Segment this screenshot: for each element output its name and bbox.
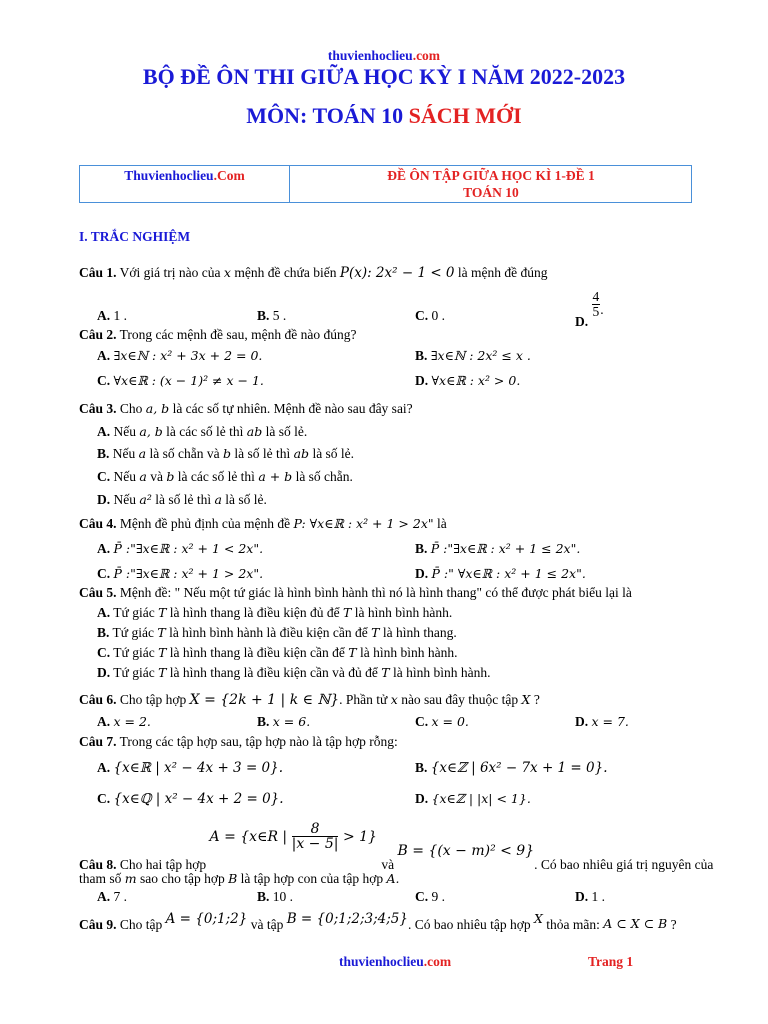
q3-vars: a, b: [145, 401, 170, 416]
q8-expr-A-num: 8: [292, 822, 339, 837]
q8-expr-A-fraction: [292, 822, 339, 851]
q3-c-t1: Nếu: [113, 469, 136, 484]
q5-a-letter: A.: [97, 605, 111, 620]
q1-text-b: mệnh đề chứa biến: [234, 265, 337, 280]
q6-var-x: x: [390, 692, 398, 707]
q6-a-text: x = 2.: [113, 714, 151, 729]
q5-text: Mệnh đề: " Nếu một tứ giác là hình bình hành thì nó là hình thang" có thể được phát biểu lại là: [119, 585, 632, 600]
q3-b-t7: là số lẻ.: [312, 446, 355, 461]
q1-d-letter: D.: [575, 313, 589, 329]
q3-b-letter: B.: [97, 446, 110, 461]
q4-d-letter: D.: [415, 566, 429, 581]
q4-c-letter: C.: [97, 566, 111, 581]
q5-label: Câu 5.: [79, 585, 117, 600]
q8-line-2: [79, 871, 400, 887]
info-exam-cell: [291, 166, 691, 201]
q3-text-a: Cho: [119, 401, 143, 416]
top-site-name[interactable]: [0, 48, 768, 64]
q1-d-fraction: [592, 289, 604, 319]
q6-var-X: X: [521, 692, 531, 707]
q8-var-m: m: [124, 871, 137, 886]
q5-b-t3: là hình thang.: [382, 625, 457, 640]
footer-site-main: thuvienhoclieu: [339, 954, 424, 969]
q7-d-text: {x∈ℤ | |x| < 1}.: [431, 791, 531, 806]
q4-option-c[interactable]: [97, 566, 263, 582]
q5-c-var2: T: [348, 645, 357, 660]
q9-expr-rel: A ⊂ X ⊂ B: [603, 916, 668, 931]
q8-expr-A-den: |x − 5|: [291, 836, 339, 852]
q6-expr: X = {2k + 1 | k ∈ ℕ}: [189, 692, 340, 708]
q5-b-var2: T: [371, 625, 380, 640]
exam-info-box: [79, 165, 692, 203]
q8-line2-b: sao cho tập hợp: [139, 871, 225, 886]
exam-subject: TOÁN 10: [463, 185, 519, 200]
q1-option-d[interactable]: [575, 289, 604, 329]
q5-option-b[interactable]: [97, 625, 457, 641]
q6-d-text: x = 7.: [591, 714, 629, 729]
q1-option-b[interactable]: [257, 308, 286, 324]
q7-option-d[interactable]: [415, 791, 531, 807]
q8-a-letter: A.: [97, 889, 111, 904]
q5-d-letter: D.: [97, 665, 111, 680]
question-4: [79, 516, 447, 532]
q2-d-text: ∀x∈ℝ : x² > 0.: [431, 373, 521, 388]
q1-text-a: Với giá trị nào của: [119, 265, 221, 280]
q7-text: Trong các tập hợp sau, tập hợp nào là tập hợp rỗng:: [119, 734, 398, 749]
question-8: [79, 816, 714, 872]
q5-a-t1: Tứ giác: [113, 605, 155, 620]
q5-c-t3: là hình bình hành.: [359, 645, 458, 660]
q2-a-text: ∃x∈ℕ : x² + 3x + 2 = 0.: [113, 348, 263, 363]
title-line-2-blue: MÔN: TOÁN 10: [246, 103, 404, 128]
q8-expr-A-left: A = {x∈R |: [209, 828, 288, 845]
q5-c-t2: là hình thang là điều kiện cần để: [169, 645, 345, 660]
q4-text-a: Mệnh đề phủ định của mệnh đề: [119, 516, 291, 531]
q7-d-letter: D.: [415, 791, 429, 806]
q5-d-t2: là hình thang là điều kiện cần và đủ để: [169, 665, 378, 680]
q5-option-a[interactable]: [97, 605, 452, 621]
q9-text-a: Cho tập: [119, 917, 163, 932]
q5-a-t2: là hình thang là điều kiện đủ để: [169, 605, 340, 620]
q5-b-t2: là hình bình hành là điều kiện cần để: [169, 625, 368, 640]
q8-c-text: 9 .: [431, 889, 445, 904]
q3-option-a[interactable]: [97, 424, 307, 440]
q3-b-t2: a: [138, 446, 147, 461]
q8-b-letter: B.: [257, 889, 270, 904]
q6-option-a[interactable]: [97, 714, 151, 730]
q4-option-a[interactable]: [97, 541, 263, 557]
q3-text-b: là các số tự nhiên. Mệnh đề nào sau đây sai?: [172, 401, 413, 416]
q2-option-b[interactable]: [415, 348, 531, 364]
q3-c-t4: b: [166, 469, 175, 484]
q3-d-t2: a²: [139, 492, 152, 507]
title-line-2: [0, 103, 768, 129]
q3-c-letter: C.: [97, 469, 111, 484]
q5-b-var1: T: [157, 625, 166, 640]
footer-site-com: .com: [423, 954, 452, 969]
q8-option-d[interactable]: [575, 889, 605, 905]
q8-c-letter: C.: [415, 889, 429, 904]
q8-var-A: A.: [386, 871, 400, 886]
q8-text-a: Cho hai tập hợp: [119, 856, 207, 872]
q5-c-var1: T: [158, 645, 167, 660]
q3-d-t4: a: [214, 492, 222, 507]
q2-text: Trong các mệnh đề sau, mệnh đề nào đúng?: [119, 327, 357, 342]
q4-option-d[interactable]: [415, 566, 586, 582]
q5-d-var2: T: [381, 665, 390, 680]
section-title: I. TRẮC NGHIỆM: [79, 229, 191, 244]
q1-d-num: 4: [592, 289, 600, 304]
q6-a-letter: A.: [97, 714, 111, 729]
q7-option-b[interactable]: [415, 760, 608, 776]
q6-option-c[interactable]: [415, 714, 469, 730]
q3-a-t4: ab: [246, 424, 263, 439]
footer-site-name[interactable]: [339, 954, 451, 970]
q9-var-X: X: [533, 911, 543, 926]
q1-c-text: 0 .: [431, 308, 445, 323]
question-9: [79, 911, 677, 932]
q3-option-c[interactable]: [97, 469, 353, 485]
q3-b-t4: b: [222, 446, 231, 461]
q3-a-t3: là các số lẻ thì: [166, 424, 244, 439]
q7-b-letter: B.: [415, 760, 428, 775]
q8-expr-B: B = {(x − m)² < 9}: [397, 842, 535, 859]
q8-expr-A: [209, 821, 382, 852]
q6-c-text: x = 0.: [431, 714, 469, 729]
q1-text-c: là mệnh đề đúng: [457, 265, 548, 280]
q8-option-b[interactable]: [257, 889, 293, 905]
title-line-1: BỘ ĐỀ ÔN THI GIỮA HỌC KỲ I NĂM 2022-2023: [142, 64, 626, 89]
q5-c-letter: C.: [97, 645, 111, 660]
q6-c-letter: C.: [415, 714, 429, 729]
q5-a-t3: là hình bình hành.: [354, 605, 453, 620]
q3-a-t2: a, b: [139, 424, 163, 439]
q6-label: Câu 6.: [79, 692, 117, 707]
question-5: [79, 585, 632, 601]
q6-option-b[interactable]: [257, 714, 310, 730]
q3-b-t1: Nếu: [112, 446, 136, 461]
q2-c-letter: C.: [97, 373, 111, 388]
q6-text-c: nào sau đây thuộc tập: [401, 692, 519, 707]
q5-b-t1: Tứ giác: [112, 625, 154, 640]
exam-title: ĐỀ ÔN TẬP GIỮA HỌC KÌ 1-ĐỀ 1: [387, 168, 595, 183]
q3-option-b[interactable]: [97, 446, 354, 462]
q5-d-t3: là hình bình hành.: [392, 665, 491, 680]
q1-expr: P(x): 2x² − 1 < 0: [339, 265, 455, 281]
q1-var: x: [223, 265, 231, 280]
q3-d-letter: D.: [97, 492, 111, 507]
q5-c-t1: Tứ giác: [113, 645, 155, 660]
q4-b-letter: B.: [415, 541, 428, 556]
q1-a-letter: A.: [97, 308, 111, 323]
q8-a-text: 7 .: [113, 889, 127, 904]
question-3: [79, 401, 413, 417]
question-1: [79, 265, 548, 281]
q2-a-letter: A.: [97, 348, 111, 363]
q3-a-letter: A.: [97, 424, 111, 439]
q1-label: Câu 1.: [79, 265, 117, 280]
q3-c-t3: và: [150, 469, 163, 484]
q6-b-letter: B.: [257, 714, 270, 729]
q1-b-letter: B.: [257, 308, 270, 323]
q8-line2-c: là tập hợp con của tập hợp: [240, 871, 384, 886]
q8-label: Câu 8.: [79, 856, 117, 872]
top-site-name-main: thuvienhoclieu: [327, 48, 413, 63]
q2-label: Câu 2.: [79, 327, 117, 342]
q7-c-text: {x∈ℚ | x² − 4x + 2 = 0}.: [113, 791, 284, 807]
q1-b-text: 5 .: [272, 308, 287, 323]
q1-d-den: 5: [592, 304, 600, 319]
q3-a-t1: Nếu: [113, 424, 136, 439]
q6-text-a: Cho tập hợp: [119, 692, 187, 707]
q4-c-text: P̄ :"∃x∈ℝ : x² + 1 > 2x".: [113, 566, 264, 581]
q5-option-d[interactable]: [97, 665, 490, 681]
q8-d-text: 1 .: [591, 889, 605, 904]
q2-b-text: ∃x∈ℕ : 2x² ≤ x .: [430, 348, 531, 363]
q5-d-t1: Tứ giác: [113, 665, 155, 680]
q8-text-and: và: [381, 856, 395, 872]
q4-a-text: P̄ :"∃x∈ℝ : x² + 1 < 2x".: [113, 541, 264, 556]
top-site-name-com: .com: [412, 48, 441, 63]
q8-option-c[interactable]: [415, 889, 445, 905]
q1-a-text: 1 .: [113, 308, 127, 323]
q6-text-d: ?: [533, 692, 540, 707]
q3-d-t3: là số lẻ thì: [155, 492, 212, 507]
q5-d-var1: T: [158, 665, 167, 680]
q5-b-letter: B.: [97, 625, 110, 640]
q8-d-letter: D.: [575, 889, 589, 904]
q6-text-b: . Phần tử: [339, 692, 388, 707]
q6-d-letter: D.: [575, 714, 589, 729]
q9-expr-A: A = {0;1;2}: [165, 911, 248, 927]
q3-a-t5: là số lẻ.: [265, 424, 308, 439]
q1-option-a[interactable]: [97, 308, 127, 324]
q7-b-text: {x∈ℤ | 6x² − 7x + 1 = 0}.: [430, 760, 608, 776]
q8-option-a[interactable]: [97, 889, 127, 905]
q5-a-var1: T: [158, 605, 167, 620]
q1-d-tail: .: [600, 301, 604, 317]
q3-b-t6: ab: [293, 446, 310, 461]
q9-text-e: ?: [670, 917, 677, 932]
q3-c-t7: là số chẵn.: [295, 469, 353, 484]
q7-a-letter: A.: [97, 760, 111, 775]
q6-b-text: x = 6.: [272, 714, 311, 729]
q2-option-a[interactable]: [97, 348, 262, 364]
info-site-cell: [80, 166, 290, 202]
q3-label: Câu 3.: [79, 401, 117, 416]
q9-label: Câu 9.: [79, 917, 117, 932]
q3-c-t6: a + b: [258, 469, 293, 484]
q4-expr: P: ∀x∈ℝ : x² + 1 > 2x": [293, 516, 434, 531]
q8-var-B: B: [228, 871, 238, 886]
q3-option-d[interactable]: [97, 492, 267, 508]
q8-expr-A-right: > 1}: [342, 828, 377, 845]
q8-line2-a: tham số: [79, 871, 122, 886]
info-site-name: Thuvienhoclieu: [124, 168, 214, 183]
q1-option-c[interactable]: [415, 308, 445, 324]
title-line-2-red: SÁCH MỚI: [408, 103, 522, 128]
q5-a-var2: T: [343, 605, 352, 620]
q2-c-text: ∀x∈ℝ : (x − 1)² ≠ x − 1.: [113, 373, 264, 388]
q7-option-a[interactable]: [97, 760, 283, 776]
q4-text-b: là: [437, 516, 447, 531]
q9-expr-B: B = {0;1;2;3;4;5}: [286, 911, 408, 927]
question-6: [79, 692, 540, 708]
q1-c-letter: C.: [415, 308, 429, 323]
q2-option-c[interactable]: [97, 373, 264, 389]
q7-label: Câu 7.: [79, 734, 117, 749]
q8-b-text: 10 .: [272, 889, 294, 904]
page-number: Trang 1: [588, 954, 634, 969]
q5-option-c[interactable]: [97, 645, 457, 661]
q2-option-d[interactable]: [415, 373, 520, 389]
q2-b-letter: B.: [415, 348, 428, 363]
q8-text-b: . Có bao nhiêu giá trị nguyên của: [534, 856, 714, 872]
question-2: [79, 327, 356, 343]
q9-text-d: thỏa mãn:: [546, 917, 600, 932]
q9-text-b: và tập: [250, 917, 284, 932]
q4-label: Câu 4.: [79, 516, 117, 531]
q4-option-b[interactable]: [415, 541, 580, 557]
q2-d-letter: D.: [415, 373, 429, 388]
q3-c-t5: là các số lẻ thì: [177, 469, 255, 484]
q4-d-text: P̄ :" ∀x∈ℝ : x² + 1 ≤ 2x".: [431, 566, 586, 581]
q7-a-text: {x∈ℝ | x² − 4x + 3 = 0}.: [113, 760, 284, 776]
q7-c-letter: C.: [97, 791, 111, 806]
q3-b-t3: là số chẵn và: [149, 446, 220, 461]
q3-d-t5: là số lẻ.: [225, 492, 267, 507]
q4-b-text: P̄ :"∃x∈ℝ : x² + 1 ≤ 2x".: [430, 541, 581, 556]
info-site-com: .Com: [213, 168, 245, 183]
q3-b-t5: là số lẻ thì: [234, 446, 291, 461]
q9-text-c: . Có bao nhiêu tập hợp: [407, 917, 531, 932]
q3-c-t2: a: [139, 469, 147, 484]
question-7: [79, 734, 398, 750]
q7-option-c[interactable]: [97, 791, 284, 807]
q3-d-t1: Nếu: [113, 492, 136, 507]
q4-a-letter: A.: [97, 541, 111, 556]
q6-option-d[interactable]: [575, 714, 629, 730]
